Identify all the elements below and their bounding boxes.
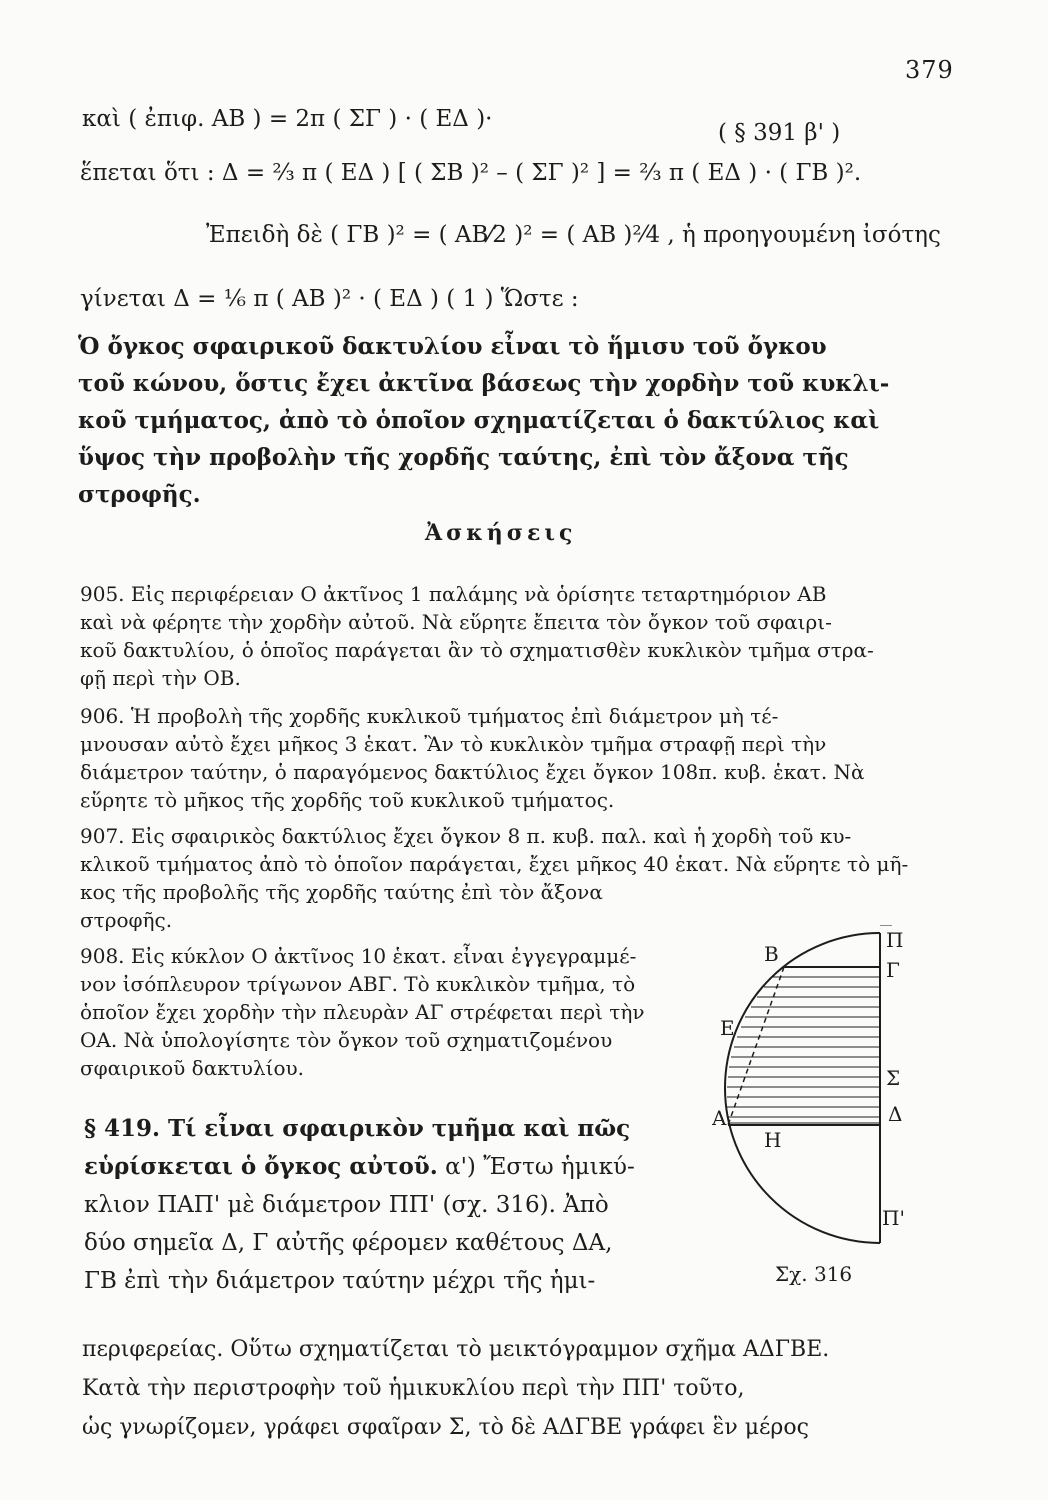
- exercise-line: νον ἰσόπλευρον τρίγωνον ΑΒΓ. Τὸ κυκλικὸν τμῆμα, τὸ: [80, 972, 636, 996]
- exercise-line: διάμετρον ταύτην, ὁ παραγόμενος δακτύλιος ἔχει ὄγκον 108π. κυβ. ἑκατ. Νὰ: [80, 760, 865, 784]
- figure-caption: Σχ. 316: [775, 1262, 853, 1286]
- section-title: § 419. Τί εἶναι σφαιρικὸν τμῆμα καὶ πῶς: [84, 1115, 631, 1142]
- exercise-line: κλικοῦ τμήματος ἀπὸ τὸ ὁποῖον παράγεται, ἔχει μῆκος 40 ἑκατ. Νὰ εὕρητε τὸ μῆ-: [80, 852, 909, 876]
- formula-line-2: ἕπεται ὅτι : Δ = ²⁄₃ π ( ΕΔ ) [ ( ΣΒ )² – ( ΣΓ )² ] = ²⁄₃ π ( ΕΔ ) · ( ΓΒ )².: [80, 160, 862, 186]
- exercise-line: σφαιρικοῦ δακτυλίου.: [80, 1056, 305, 1080]
- theorem-line: ὕψος τὴν προβολὴν τῆς χορδῆς ταύτης, ἐπὶ τὸν ἄξονα τῆς: [78, 444, 849, 471]
- exercise-line: φῇ περὶ τὴν ΟΒ.: [80, 666, 241, 690]
- label-e: Ε: [720, 1016, 735, 1040]
- section-line: [84, 1148, 635, 1186]
- section-419: [84, 1110, 635, 1300]
- exercise-line: 908. Εἰς κύκλον Ο ἀκτῖνος 10 ἑκατ. εἶναι ἐγγεγραμμέ-: [80, 944, 637, 968]
- exercise-line: καὶ νὰ φέρητε τὴν χορδὴν αὐτοῦ. Νὰ εὕρητε ἔπειτα τὸν ὄγκον τοῦ σφαιρι-: [80, 610, 832, 634]
- section-line: δύο σημεῖα Δ, Γ αὐτῆς φέρομεν καθέτους ΔΑ,: [84, 1230, 613, 1256]
- section-text: α') Ἔστω ἡμικύ-: [437, 1154, 635, 1180]
- exercise-line: κος τῆς προβολῆς τῆς χορδῆς ταύτης ἐπὶ τὸν ἄξονα: [80, 880, 603, 904]
- theorem-paragraph: [78, 328, 958, 513]
- exercise-line: 907. Εἰς σφαιρικὸς δακτύλιος ἔχει ὄγκον 8 π. κυβ. παλ. καὶ ἡ χορδὴ τοῦ κυ-: [80, 824, 852, 848]
- exercise-line: ὁποῖον ἔχει χορδὴν τὴν πλευρὰν ΑΓ στρέφεται περὶ τὴν: [80, 1000, 645, 1024]
- closing-paragraph: [82, 1330, 829, 1447]
- theorem-line: στροφῆς.: [78, 481, 201, 508]
- page-number: 379: [905, 56, 954, 84]
- closing-line: Κατὰ τὴν περιστροφὴν τοῦ ἡμικυκλίου περὶ τὴν ΠΠ' τοῦτο,: [82, 1376, 745, 1401]
- formula-ref: ( § 391 β' ): [718, 120, 841, 146]
- exercise-line: μνουσαν αὐτὸ ἔχει μῆκος 3 ἑκατ. Ἂν τὸ κυκλικὸν τμῆμα στραφῇ περὶ τὴν: [80, 732, 827, 756]
- label-b: Β: [764, 942, 779, 966]
- exercise-line: ΟΑ. Νὰ ὑπολογίσητε τὸν ὄγκον τοῦ σχηματιζομένου: [80, 1028, 613, 1052]
- figure-316: [712, 925, 952, 1255]
- label-a: Α: [712, 1106, 727, 1130]
- hatching: [727, 967, 880, 1123]
- exercise-906: [80, 702, 865, 814]
- closing-line: περιφερείας. Οὕτω σχηματίζεται τὸ μεικτόγραμμον σχῆμα ΑΔΓΒΕ.: [82, 1337, 830, 1362]
- label-h: Η: [764, 1128, 782, 1152]
- formula-line-3: Ἐπειδὴ δὲ ( ΓΒ )² = ( ΑΒ⁄2 )² = ( ΑΒ )²⁄4 , ἡ προηγουμένη ἰσότης: [206, 222, 941, 248]
- exercise-line: 905. Εἰς περιφέρειαν Ο ἀκτῖνος 1 παλάμης νὰ ὁρίσητε τεταρτημόριον ΑΒ: [80, 582, 827, 606]
- semicircle-arc: [725, 933, 880, 1243]
- chord-ag: [728, 967, 784, 1125]
- exercise-905: [80, 580, 874, 692]
- closing-line: ὡς γνωρίζομεν, γράφει σφαῖραν Σ, τὸ δὲ ΑΔΓΒΕ γράφει ἓν μέρος: [82, 1415, 809, 1440]
- exercise-907: [80, 822, 908, 934]
- label-p-prime: Π': [882, 1206, 905, 1230]
- exercise-line: κοῦ δακτυλίου, ὁ ὁποῖος παράγεται ἂν τὸ σχηματισθὲν κυκλικὸν τμῆμα στρα-: [80, 638, 874, 662]
- label-d: Δ: [888, 1102, 903, 1126]
- exercise-line: εὕρητε τὸ μῆκος τῆς χορδῆς τοῦ κυκλικοῦ τμήματος.: [80, 788, 615, 812]
- theorem-line: τοῦ κώνου, ὅστις ἔχει ἀκτῖνα βάσεως τὴν χορδὴν τοῦ κυκλι-: [78, 370, 890, 397]
- section-title-cont: εὑρίσκεται ὁ ὄγκος αὐτοῦ.: [84, 1153, 438, 1180]
- exercise-908: [80, 942, 645, 1082]
- section-line: [84, 1110, 635, 1148]
- formula-line-1: καὶ ( ἐπιφ. ΑΒ ) = 2π ( ΣΓ ) · ( ΕΔ )·: [82, 106, 493, 132]
- section-line: κλιον ΠΑΠ' μὲ διάμετρον ΠΠ' (σχ. 316). Ἀπὸ: [84, 1192, 609, 1218]
- theorem-line: Ὁ ὄγκος σφαιρικοῦ δακτυλίου εἶναι τὸ ἥμισυ τοῦ ὄγκου: [78, 333, 827, 360]
- label-g: Γ: [886, 958, 900, 982]
- label-s: Σ: [886, 1066, 901, 1090]
- exercise-line: στροφῆς.: [80, 908, 173, 932]
- exercise-line: 906. Ἡ προβολὴ τῆς χορδῆς κυκλικοῦ τμήματος ἐπὶ διάμετρον μὴ τέ-: [80, 704, 779, 728]
- label-p: Π: [886, 928, 904, 952]
- formula-line-4: γίνεται Δ = ¹⁄₆ π ( ΑΒ )² · ( ΕΔ ) ( 1 ) Ὥστε :: [80, 286, 579, 312]
- exercises-heading: Ἀσκήσεις: [425, 520, 577, 546]
- theorem-line: κοῦ τμήματος, ἀπὸ τὸ ὁποῖον σχηματίζεται ὁ δακτύλιος καὶ: [78, 407, 880, 434]
- section-line: ΓΒ ἐπὶ τὴν διάμετρον ταύτην μέχρι τῆς ἡμι-: [84, 1268, 596, 1294]
